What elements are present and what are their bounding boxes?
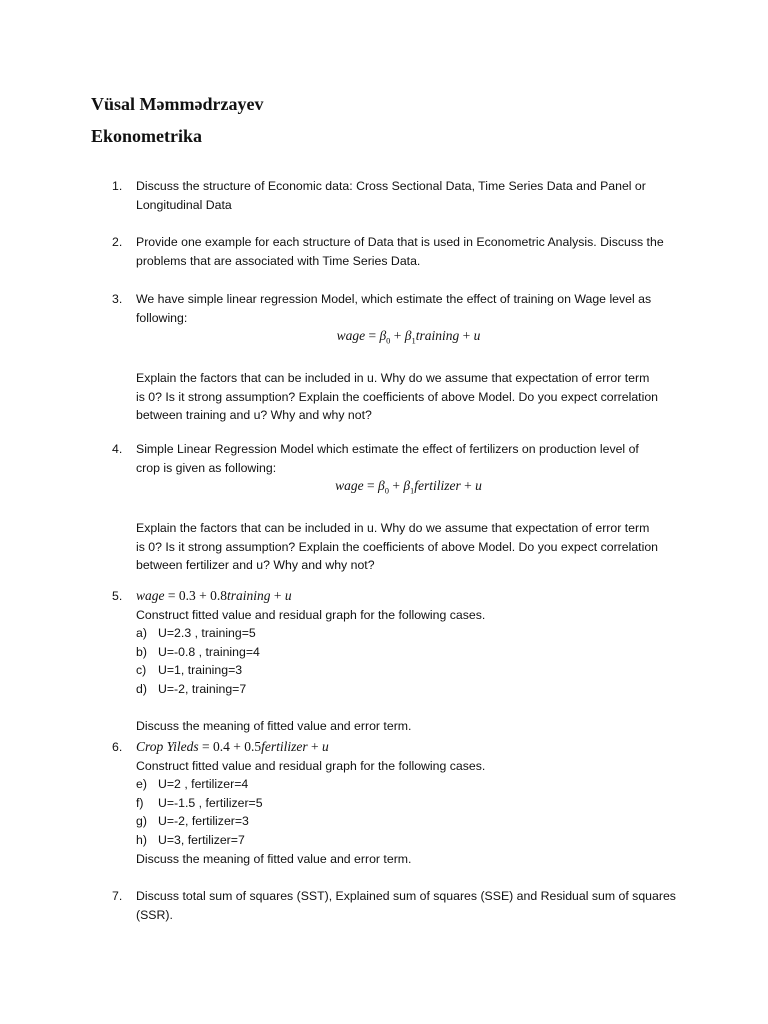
list-item-label: d): [136, 681, 147, 696]
question-text-line: Provide one example for each structure of Data that is used in Econometric Analysis. Discuss the: [136, 235, 664, 249]
formula-lhs: wage: [336, 328, 366, 344]
question-text-line: Explain the factors that can be included in u. Why do we assume that expectation of error term: [136, 521, 650, 536]
formula-beta1: β: [404, 328, 412, 344]
question-text-line: Construct fitted value and residual graph for the following cases.: [136, 607, 486, 622]
formula-beta0-sub: 0: [384, 485, 389, 496]
list-item: [136, 812, 681, 831]
list-item-label: g): [136, 814, 147, 829]
formula-variable: fertilizer: [414, 478, 461, 494]
question-text-line: Explain the factors that can be included in u. Why do we assume that expectation of error term: [136, 371, 650, 386]
formula-variable: training: [227, 588, 271, 603]
question-text-line: crop is given as following:: [136, 460, 277, 475]
list-item-text: U=3, fertilizer=7: [158, 832, 245, 847]
list-item: [136, 680, 681, 699]
list-item-label: a): [136, 626, 147, 641]
question-number: 2.: [112, 235, 123, 249]
formula-error-term: u: [284, 588, 292, 603]
formula-error-term: u: [473, 328, 481, 344]
list-item-text: U=-2, fertilizer=3: [158, 814, 249, 829]
list-item-text: U=2 , fertilizer=4: [158, 777, 249, 792]
list-item: [136, 775, 681, 794]
regression-formula: wage = 0.3 + 0.8training + u: [136, 588, 292, 603]
list-item-label: h): [136, 832, 147, 847]
question-number: 5.: [112, 589, 123, 603]
formula-beta1: β: [403, 478, 411, 494]
formula-beta0: β: [379, 328, 387, 344]
question-text-line: We have simple linear regression Model, which estimate the effect of training on Wage level as: [136, 292, 652, 306]
regression-formula: wage = $\beta_0$ + $\beta_1fertilizer + u$: [335, 478, 482, 496]
formula-lhs: wage: [136, 588, 165, 603]
formula-beta1-sub: 1: [410, 485, 415, 496]
formula-beta0: β: [377, 478, 385, 494]
formula-variable: training: [415, 328, 460, 344]
question-text-line: between training and u? Why and why not?: [136, 408, 372, 423]
formula-beta0-sub: 0: [386, 335, 391, 346]
list-item-text: U=-0.8 , training=4: [158, 644, 260, 659]
formula-error-term: u: [475, 478, 482, 494]
question-number: 6.: [112, 740, 123, 754]
question-number: 1.: [112, 179, 123, 193]
question-closing-line: Discuss the meaning of fitted value and error term.: [136, 719, 412, 734]
list-item-text: U=-2, training=7: [158, 681, 247, 696]
author-name: Vüsal Məmmədrzayev: [91, 94, 264, 114]
question-number: 7.: [112, 889, 123, 903]
question-closing-line: Discuss the meaning of fitted value and error term.: [136, 851, 412, 866]
formula-slope: 0.5: [244, 739, 262, 754]
list-item: [136, 831, 681, 850]
question-text-line: is 0? Is it strong assumption? Explain the coefficients of above Model. Do you expect correlation: [136, 539, 658, 554]
question-text-line: Longitudinal Data: [136, 197, 232, 212]
formula-slope: 0.8: [210, 588, 227, 603]
formula-error-term: u: [322, 739, 329, 754]
list-item-label: c): [136, 663, 147, 678]
formula-beta1-sub: 1: [411, 335, 416, 346]
list-item: [136, 661, 681, 680]
list-item-label: f): [136, 795, 144, 810]
list-item-text: U=1, training=3: [158, 663, 243, 678]
list-item: [136, 624, 681, 643]
formula-intercept: 0.4: [213, 739, 230, 754]
question-text-line: Simple Linear Regression Model which estimate the effect of fertilizers on production level of: [136, 442, 639, 456]
subject-title: Ekonometrika: [91, 126, 203, 146]
question-text-line: problems that are associated with Time Series Data.: [136, 253, 421, 268]
question-text-line: following:: [136, 310, 188, 325]
question-number: 4.: [112, 442, 123, 456]
formula-lhs: wage: [335, 478, 364, 494]
question-text-line: (SSR).: [136, 907, 173, 922]
list-item-text: U=2.3 , training=5: [158, 626, 256, 641]
formula-intercept: 0.3: [178, 588, 196, 603]
question-text-line: is 0? Is it strong assumption? Explain the coefficients of above Model. Do you expect correlation: [136, 389, 658, 404]
question-number: 3.: [112, 292, 123, 306]
regression-formula: wage = $\beta_0$ + $\beta_1training + u$: [336, 328, 481, 346]
question-text-line: between fertilizer and u? Why and why not?: [136, 558, 375, 573]
regression-formula: Crop Yileds = 0.4 + 0.5fertilizer + u: [136, 739, 329, 754]
formula-variable: fertilizer: [261, 739, 308, 754]
list-item-label: e): [136, 777, 147, 792]
list-item-text: U=-1.5 , fertilizer=5: [158, 795, 263, 810]
question-text-line: Discuss the structure of Economic data: Cross Sectional Data, Time Series Data and Panel or: [136, 179, 646, 193]
list-item: [136, 794, 681, 813]
list-item: [136, 643, 681, 662]
list-item-label: b): [136, 644, 147, 659]
question-text-line: Discuss total sum of squares (SST), Explained sum of squares (SSE) and Residual sum of squares: [136, 889, 676, 903]
formula-lhs: Crop Yileds: [136, 739, 199, 754]
question-text-line: Construct fitted value and residual graph for the following cases.: [136, 758, 486, 773]
